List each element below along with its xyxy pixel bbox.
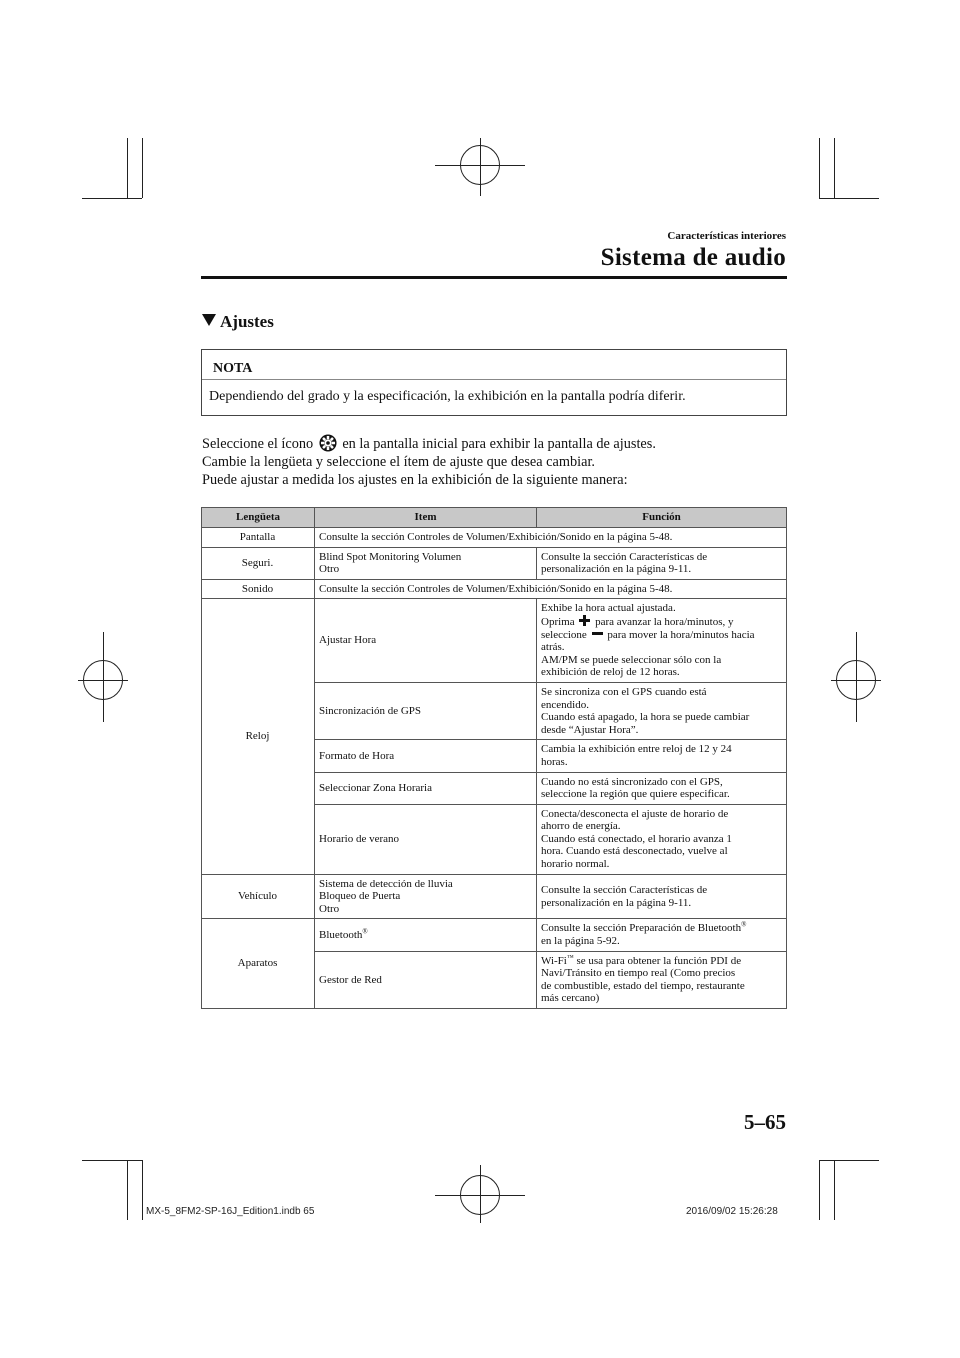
- function-line: [541, 922, 781, 935]
- function-line: ahorro de energía.: [541, 820, 621, 833]
- note-heading: NOTA: [202, 350, 786, 380]
- function-line: exhibición de reloj de 12 horas.: [541, 666, 680, 679]
- item-line: Blind Spot Monitoring Volumen: [319, 550, 462, 563]
- function-line: Cuando no está sincronizado con el GPS,: [541, 775, 723, 788]
- table-row: [202, 528, 787, 548]
- item-cell: [315, 919, 537, 951]
- chapter-label: Características interiores: [667, 230, 786, 242]
- function-line: Exhibe la hora actual ajustada.: [541, 602, 676, 615]
- item-cell: Horario de verano: [315, 804, 537, 874]
- registered-mark: ®: [741, 920, 747, 929]
- print-file-label: MX-5_8FM2-SP-16J_Edition1.indb 65: [146, 1206, 315, 1217]
- section-title: Ajustes: [220, 312, 274, 331]
- table-row: [202, 919, 787, 951]
- settings-table: [201, 507, 787, 1009]
- item-cell: Seleccionar Zona Horaria: [315, 772, 537, 804]
- function-text: Consulte la sección Preparación de Bluetooth: [541, 922, 742, 935]
- item-cell: Gestor de Red: [315, 951, 537, 1008]
- function-line: [541, 615, 781, 629]
- print-timestamp: 2016/09/02 15:26:28: [686, 1206, 778, 1217]
- function-line: AM/PM se puede seleccionar sólo con la: [541, 653, 722, 666]
- item-line: Bloqueo de Puerta: [319, 890, 401, 903]
- function-text: para mover la hora/minutos hacia: [607, 628, 755, 641]
- function-cell: [537, 951, 787, 1008]
- function-line: en la página 5-92.: [541, 935, 620, 948]
- function-line: horas.: [541, 755, 568, 768]
- tab-cell: Vehículo: [202, 874, 315, 919]
- triangle-bullet-icon: [202, 314, 216, 326]
- function-line: Se sincroniza con el GPS cuando está: [541, 685, 707, 698]
- function-line: Cuando está apagado, la hora se puede cambiar: [541, 711, 750, 724]
- function-text: Oprima: [541, 615, 575, 628]
- item-cell: Sincronización de GPS: [315, 682, 537, 739]
- intro-line-1-end: en la pantalla inicial para exhibir la pantalla de ajustes.: [342, 436, 656, 452]
- function-line: seleccione la región que quiere especificar.: [541, 788, 730, 801]
- page-number: 5–65: [744, 1110, 786, 1134]
- header-divider: [201, 276, 787, 279]
- section-heading: [202, 312, 274, 332]
- column-header-function: Función: [537, 508, 787, 528]
- registered-mark: ®: [362, 927, 368, 936]
- function-cell: [537, 772, 787, 804]
- function-cell: [537, 804, 787, 874]
- span-cell: Consulte la sección Controles de Volumen/Exhibición/Sonido en la página 5-48.: [315, 579, 787, 599]
- item-text: Bluetooth: [319, 928, 363, 941]
- item-cell: Ajustar Hora: [315, 599, 537, 683]
- item-cell: Formato de Hora: [315, 740, 537, 772]
- table-header-row: [202, 508, 787, 528]
- function-cell: [537, 599, 787, 683]
- function-line: Conecta/desconecta el ajuste de horario de: [541, 807, 729, 820]
- column-header-tab: Lengüeta: [202, 508, 315, 528]
- function-text: se usa para obtener la función PDI de: [573, 954, 742, 967]
- function-line: más cercano): [541, 992, 600, 1005]
- table-row: [202, 599, 787, 683]
- function-line: atrás.: [541, 641, 565, 654]
- tab-cell: Sonido: [202, 579, 315, 599]
- tab-cell: Seguri.: [202, 547, 315, 579]
- item-line: Sistema de detección de lluvia: [319, 877, 453, 890]
- function-line: Consulte la sección Características de: [541, 883, 708, 896]
- function-line: [541, 952, 781, 968]
- function-cell: [537, 919, 787, 951]
- function-cell: [537, 547, 787, 579]
- function-text: para avanzar la hora/minutos, y: [595, 615, 734, 628]
- function-line: personalización en la página 9-11.: [541, 896, 692, 909]
- note-text: Dependiendo del grado y la especificación, la exhibición en la pantalla podría diferir.: [209, 389, 686, 404]
- function-line: de combustible, estado del tiempo, restaurante: [541, 979, 745, 992]
- tab-cell: Reloj: [202, 599, 315, 874]
- tab-cell: Pantalla: [202, 528, 315, 548]
- intro-line-1: [202, 434, 656, 453]
- intro-line-1-start: Seleccione el ícono: [202, 436, 314, 452]
- function-text: Wi-Fi: [541, 954, 567, 967]
- function-line: [541, 629, 781, 642]
- gear-icon: [319, 434, 337, 452]
- span-cell: Consulte la sección Controles de Volumen/Exhibición/Sonido en la página 5-48.: [315, 528, 787, 548]
- column-header-item: Item: [315, 508, 537, 528]
- tab-cell: Aparatos: [202, 919, 315, 1009]
- item-line: Otro: [319, 563, 340, 576]
- function-line: desde “Ajustar Hora”.: [541, 723, 639, 736]
- item-line: Otro: [319, 902, 340, 915]
- function-line: Cuando está conectado, el horario avanza 1: [541, 832, 732, 845]
- function-line: Navi/Tránsito en tiempo real (Como precios: [541, 967, 736, 980]
- page-title: Sistema de audio: [600, 244, 786, 271]
- item-cell: [315, 547, 537, 579]
- function-cell: [537, 682, 787, 739]
- intro-line-2: Cambie la lengüeta y seleccione el ítem de ajuste que desea cambiar.: [202, 454, 595, 470]
- function-cell: [537, 874, 787, 919]
- table-row: [202, 579, 787, 599]
- plus-icon: [579, 615, 590, 626]
- minus-icon: [592, 632, 603, 635]
- function-line: Cambia la exhibición entre reloj de 12 y 24: [541, 743, 732, 756]
- function-cell: [537, 740, 787, 772]
- function-text: seleccione: [541, 628, 587, 641]
- function-line: Consulte la sección Características de: [541, 550, 708, 563]
- function-line: hora. Cuando está desconectado, vuelve al: [541, 845, 728, 858]
- trademark-mark: ™: [566, 952, 574, 961]
- table-row: [202, 547, 787, 579]
- function-line: horario normal.: [541, 858, 610, 871]
- note-box: [201, 349, 787, 416]
- item-cell: [315, 874, 537, 919]
- function-line: personalización en la página 9-11.: [541, 563, 692, 576]
- function-line: encendido.: [541, 698, 589, 711]
- table-row: [202, 874, 787, 919]
- intro-line-3: Puede ajustar a medida los ajustes en la exhibición de la siguiente manera:: [202, 472, 628, 488]
